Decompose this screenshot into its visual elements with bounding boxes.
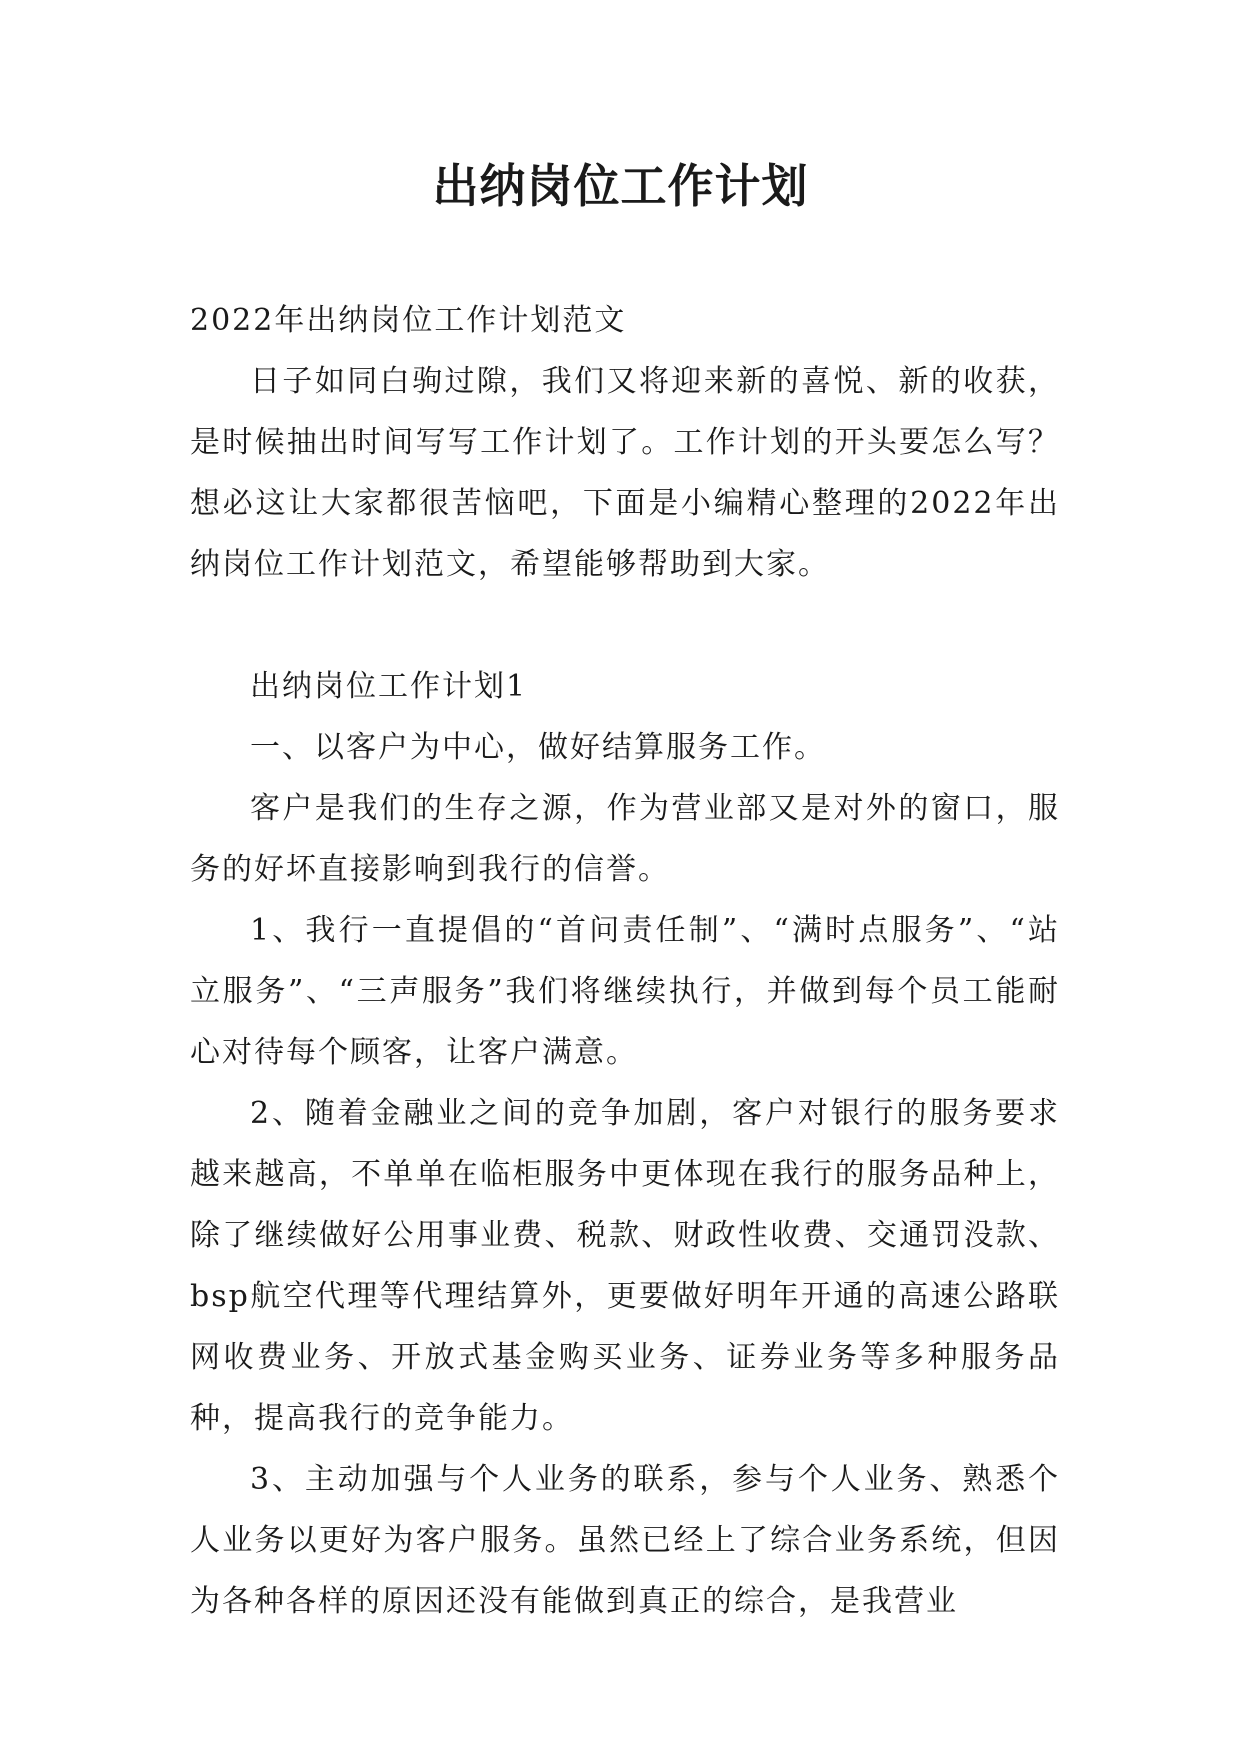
document-title: 出纳岗位工作计划 (432, 159, 809, 213)
customer-paragraph: 客户是我们的生存之源，作为营业部又是对外的窗口，服务的好坏直接影响到我行的信誉。 (190, 791, 1060, 887)
section-heading: 出纳岗位工作计划1 (250, 669, 528, 704)
point-one-heading: 一、以客户为中心，做好结算服务工作。 (250, 730, 826, 765)
document-subtitle: 2022年出纳岗位工作计划范文 (190, 303, 627, 338)
intro-paragraph: 日子如同白驹过隙，我们又将迎来新的喜悦、新的收获，是时候抽出时间写写工作计划了。工作计划的开头要怎么写？想必这让大家都很苦恼吧，下面是小编精心整理的2022年出纳岗位工作计划范文，希望能够帮助到大家。 (190, 364, 1060, 582)
list-item-2: 2、随着金融业之间的竞争加剧，客户对银行的服务要求越来越高，不单单在临柜服务中更体现在我行的服务品种上，除了继续做好公用事业费、税款、财政性收费、交通罚没款、bsp航空代理等代理结算外，更要做好明年开通的高速公路联网收费业务、开放式基金购买业务、证券业务等多种服务品种，提高我行的竞争能力。 (190, 1096, 1060, 1436)
document-body (190, 290, 1060, 1632)
list-item-3: 3、主动加强与个人业务的联系，参与个人业务、熟悉个人业务以更好为客户服务。虽然已经上了综合业务系统，但因为各种各样的原因还没有能做到真正的综合，是我营业 (190, 1462, 1060, 1619)
list-item-1: 1、我行一直提倡的“首问责任制”、“满时点服务”、“站立服务”、“三声服务”我们将继续执行，并做到每个员工能耐心对待每个顾客，让客户满意。 (190, 913, 1060, 1070)
